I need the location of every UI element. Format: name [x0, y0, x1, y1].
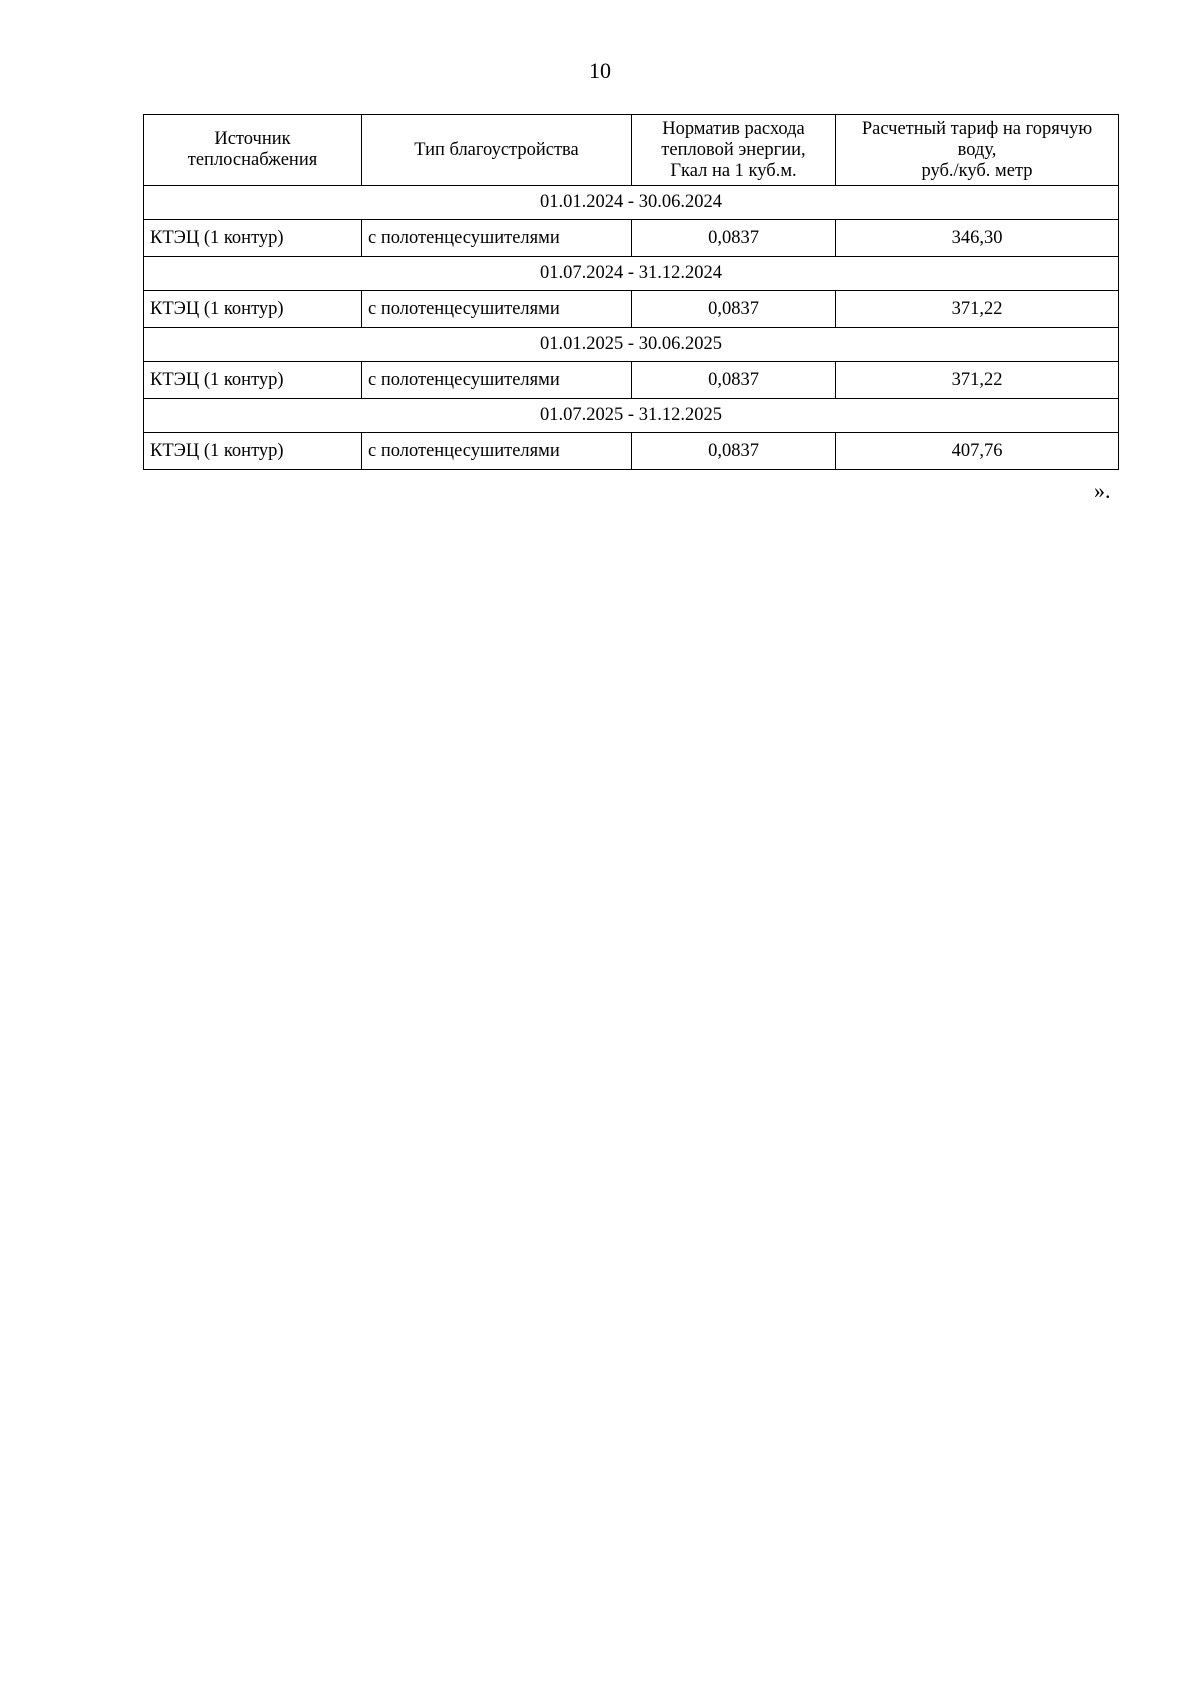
cell-norm: 0,0837	[632, 362, 836, 399]
header-norm	[632, 115, 836, 186]
period-label: 01.01.2025 - 30.06.2025	[144, 328, 1119, 362]
header-norm-line: Норматив расхода	[662, 118, 805, 139]
tariff-table	[143, 114, 1119, 470]
header-source	[144, 115, 362, 186]
cell-type: с полотенцесушителями	[362, 362, 632, 399]
cell-type: с полотенцесушителями	[362, 433, 632, 470]
period-row	[144, 257, 1119, 291]
table-row	[144, 433, 1119, 470]
period-row	[144, 328, 1119, 362]
cell-tariff: 346,30	[836, 220, 1119, 257]
cell-source: КТЭЦ (1 контур)	[144, 362, 362, 399]
table-row	[144, 291, 1119, 328]
cell-source: КТЭЦ (1 контур)	[144, 291, 362, 328]
closing-quote-mark: ».	[1094, 478, 1111, 503]
period-label: 01.07.2025 - 31.12.2025	[144, 399, 1119, 433]
cell-norm: 0,0837	[632, 433, 836, 470]
header-tariff-line: воду,	[957, 139, 997, 160]
header-norm-line: тепловой энергии,	[661, 139, 806, 160]
cell-type: с полотенцесушителями	[362, 220, 632, 257]
period-row	[144, 186, 1119, 220]
period-label: 01.07.2024 - 31.12.2024	[144, 257, 1119, 291]
cell-tariff: 371,22	[836, 362, 1119, 399]
cell-norm: 0,0837	[632, 291, 836, 328]
cell-tariff: 407,76	[836, 433, 1119, 470]
header-tariff-line: руб./куб. метр	[921, 160, 1033, 181]
cell-source: КТЭЦ (1 контур)	[144, 220, 362, 257]
page-number: 10	[589, 58, 611, 83]
table-header-row	[144, 115, 1119, 186]
header-norm-line: Гкал на 1 куб.м.	[670, 160, 797, 181]
period-row	[144, 399, 1119, 433]
header-type	[362, 115, 632, 186]
header-source-line: Источник	[214, 129, 291, 149]
cell-type: с полотенцесушителями	[362, 291, 632, 328]
period-label: 01.01.2024 - 30.06.2024	[144, 186, 1119, 220]
cell-source: КТЭЦ (1 контур)	[144, 433, 362, 470]
table-row	[144, 362, 1119, 399]
cell-tariff: 371,22	[836, 291, 1119, 328]
header-tariff-line: Расчетный тариф на горячую	[861, 118, 1093, 139]
table-row	[144, 220, 1119, 257]
header-source-line: теплоснабжения	[187, 150, 318, 170]
header-tariff	[836, 115, 1119, 186]
header-type-line: Тип благоустройства	[414, 139, 579, 160]
cell-norm: 0,0837	[632, 220, 836, 257]
